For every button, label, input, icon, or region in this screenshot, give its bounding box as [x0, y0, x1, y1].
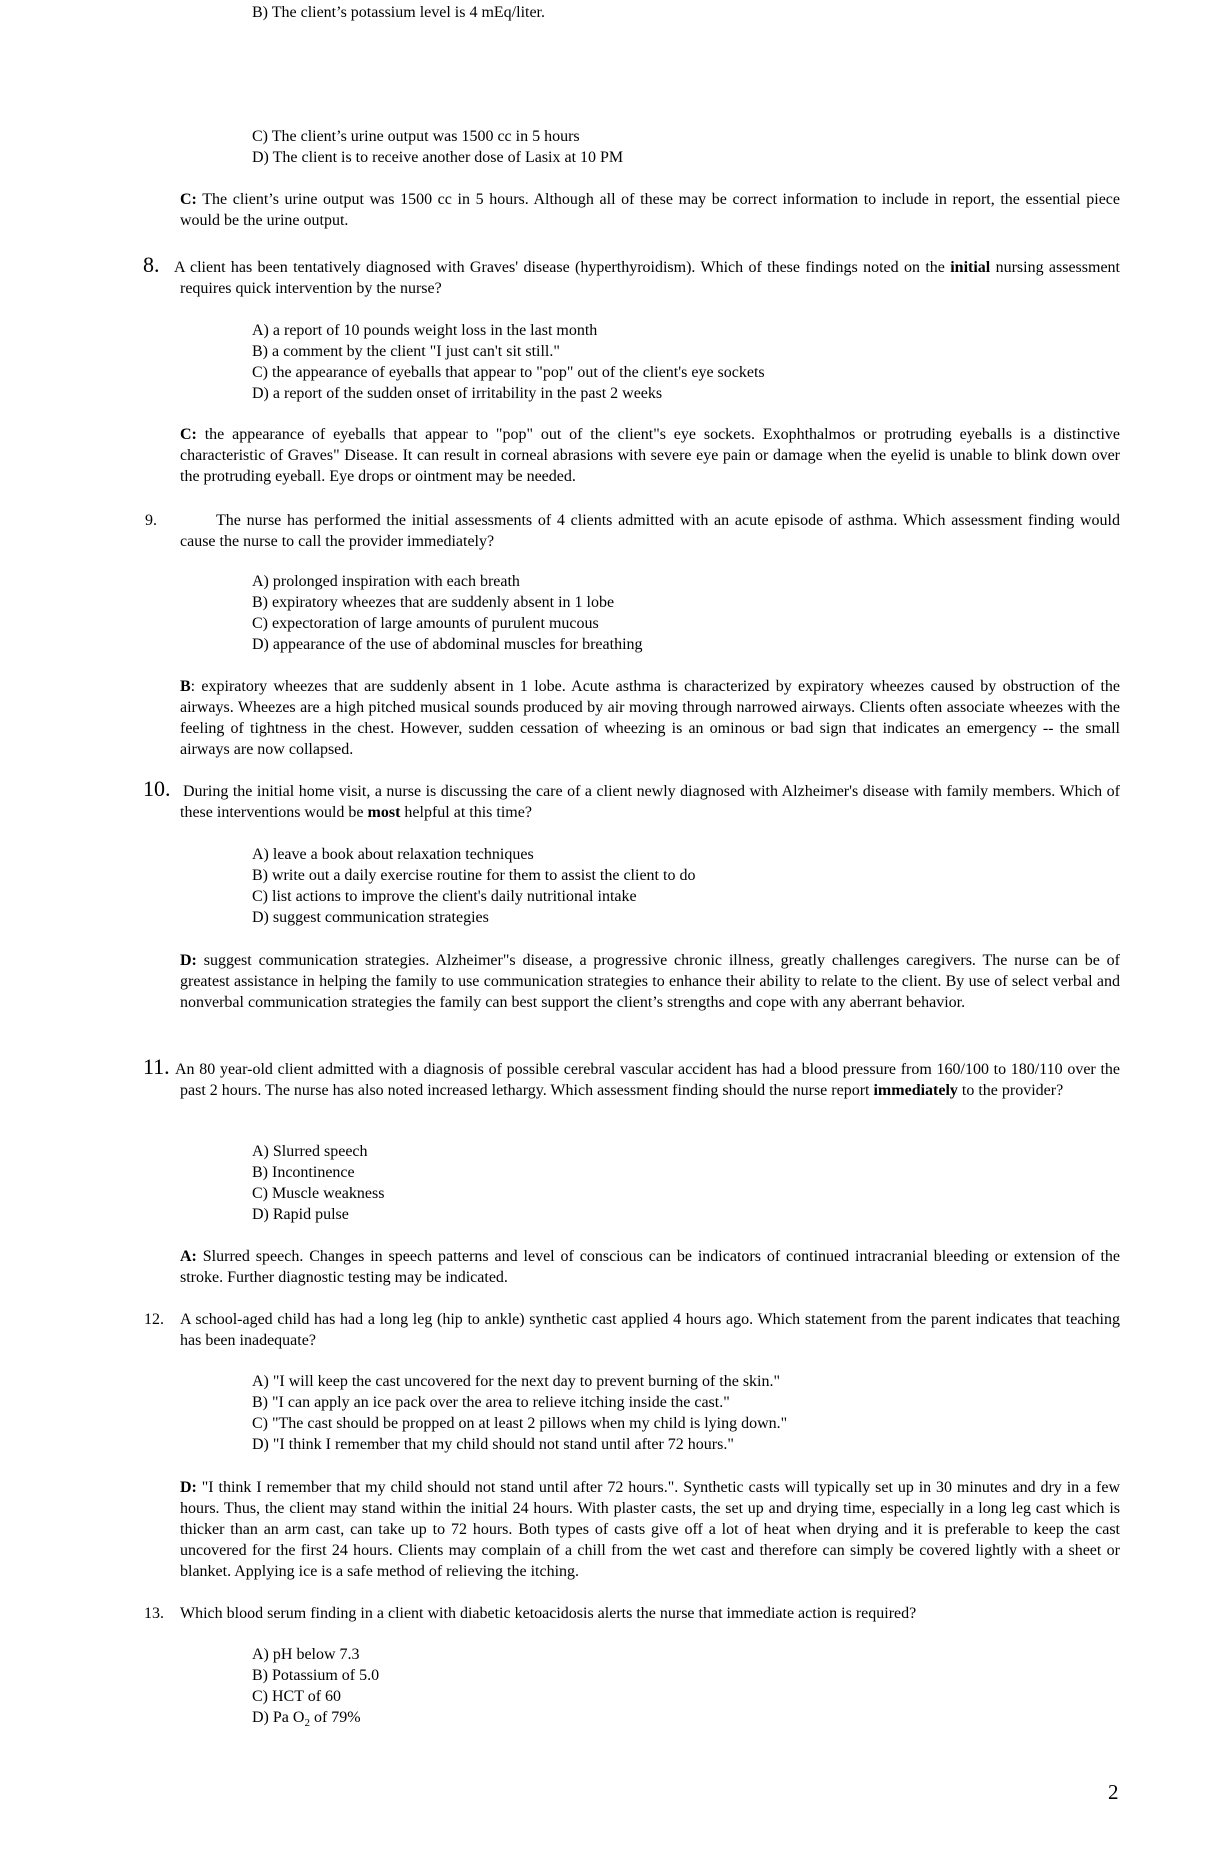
q7-option-c: C) The client’s urine output was 1500 cc in 5 hours	[252, 128, 580, 145]
q13-option-c: C) HCT of 60	[252, 1688, 342, 1705]
q10-answer-text: suggest communication strategies. Alzheimer"s disease, a progressive chronic illness, greatly challenges caregivers. The nurse can be of greatest assistance in helping the family to use communication strategies to enhance their ability to relate to the client. By use of select verbal and nonverbal communication strategies the family can best support the client’s strengths and cope with any aberrant behavior.	[180, 952, 1120, 1011]
q10-number: 10.	[143, 776, 171, 801]
q13-number: 13.	[144, 1605, 164, 1622]
q12-option-a: A) "I will keep the cast uncovered for the next day to prevent burning of the skin."	[252, 1373, 781, 1390]
q12-option-d: D) "I think I remember that my child should not stand until after 72 hours."	[252, 1436, 734, 1453]
q10-option-b: B) write out a daily exercise routine for them to assist the client to do	[252, 867, 696, 884]
q7-option-d: D) The client is to receive another dose of Lasix at 10 PM	[252, 149, 624, 166]
q11-stem-a: An 80 year-old client admitted with a diagnosis of possible cerebral vascular accident has had a blood pressure from 160/100 to 180/110 over the past 2 hours. The nurse has also noted increased lethargy. Which assessment finding should the nurse report	[175, 1061, 1120, 1099]
q7-answer-key: C:	[180, 191, 197, 208]
q13-option-d-subscript: 2	[304, 1717, 310, 1730]
q10-answer	[180, 950, 1120, 1013]
q8-number: 8.	[143, 252, 160, 277]
q8-stem-a: A client has been tentatively diagnosed with Graves' disease (hyperthyroidism). Which of these findings noted on the	[174, 259, 951, 276]
q11-stem-bold: immediately	[873, 1082, 958, 1099]
q12-option-c: C) "The cast should be propped on at least 2 pillows when my child is lying down."	[252, 1415, 788, 1432]
q9-answer	[180, 676, 1120, 760]
q11-option-c: C) Muscle weakness	[252, 1185, 385, 1202]
q8-answer	[180, 424, 1120, 487]
q13-option-d	[252, 1707, 361, 1734]
q10-option-c: C) list actions to improve the client's daily nutritional intake	[252, 888, 637, 905]
q8-stem	[174, 257, 1121, 299]
q8-option-d: D) a report of the sudden onset of irritability in the past 2 weeks	[252, 385, 663, 402]
q11-stem-b: to the provider?	[957, 1082, 1064, 1099]
q12-answer-key: D:	[180, 1479, 197, 1496]
q11-answer-key: A:	[180, 1248, 197, 1265]
q9-stem: The nurse has performed the initial assessments of 4 clients admitted with an acute episode of asthma. Which assessment finding would cause the nurse to call the provider immediately?	[180, 512, 1120, 550]
q11-option-b: B) Incontinence	[252, 1164, 355, 1181]
q11-answer	[180, 1246, 1120, 1288]
q8-stem-bold: initial	[950, 259, 991, 276]
q7-answer-text: The client’s urine output was 1500 cc in 5 hours. Although all of these may be correct information to include in report, the essential piece would be the urine output.	[180, 191, 1120, 229]
q12-number: 12.	[144, 1311, 164, 1328]
q8-option-b: B) a comment by the client "I just can't sit still."	[252, 343, 560, 360]
q10-answer-key: D:	[180, 952, 197, 969]
q12-answer	[180, 1477, 1120, 1582]
q13-option-d-tail: of 79%	[309, 1709, 361, 1726]
q8-answer-key: C:	[180, 426, 197, 443]
q9-answer-text: : expiratory wheezes that are suddenly absent in 1 lobe. Acute asthma is characterized by expiratory wheezes caused by obstruction of the airways. Wheezes are a high pitched musical sounds produced by air moving through narrowed airways. Clients often associate wheezes with the feeling of tightness in the chest. However, sudden cessation of wheezing is an ominous or bad sign that indicates an emergency -- the small airways are now collapsed.	[180, 678, 1120, 758]
q9-option-a: A) prolonged inspiration with each breath	[252, 573, 520, 590]
q10-option-a: A) leave a book about relaxation techniques	[252, 846, 534, 863]
q13-option-b: B) Potassium of 5.0	[252, 1667, 380, 1684]
q11-answer-text: Slurred speech. Changes in speech patterns and level of conscious can be indicators of continued intracranial bleeding or extension of the stroke. Further diagnostic testing may be indicated.	[180, 1248, 1120, 1286]
q7-answer	[180, 189, 1120, 231]
page-number: 2	[1108, 1780, 1119, 1804]
q8-option-c: C) the appearance of eyeballs that appear to "pop" out of the client's eye sockets	[252, 364, 765, 381]
q13-stem: Which blood serum finding in a client with diabetic ketoacidosis alerts the nurse that immediate action is required?	[180, 1605, 917, 1622]
q10-stem-b: helpful at this time?	[400, 804, 532, 821]
q9-option-b: B) expiratory wheezes that are suddenly absent in 1 lobe	[252, 594, 615, 611]
q11-number: 11.	[143, 1054, 170, 1079]
q13-option-d-head: D) Pa O	[252, 1709, 305, 1726]
q9-number: 9.	[145, 512, 157, 529]
q7-option-b: B) The client’s potassium level is 4 mEq/liter.	[252, 4, 545, 21]
q12-answer-text: "I think I remember that my child should not stand until after 72 hours.". Synthetic casts will typically set up in 30 minutes and dry in a few hours. Thus, the client may stand within the initial 24 hours. With plaster casts, the set up and drying time, especially in a long leg cast which is thicker than an arm cast, can take up to 72 hours. Both types of casts give off a lot of heat when drying and it is preferable to keep the cast uncovered for the first 24 hours. Clients may complain of a chill from the wet cast and therefore can simply be covered lightly with a sheet or blanket. Applying ice is a safe method of relieving the itching.	[180, 1479, 1120, 1580]
q10-option-d: D) suggest communication strategies	[252, 909, 489, 926]
q8-answer-text: the appearance of eyeballs that appear to "pop" out of the client"s eye sockets. Exophthalmos or protruding eyeballs is a distinctive characteristic of Graves" Disease. It can result in corneal abrasions with severe eye pain or damage when the eyelid is unable to blink down over the protruding eyeball. Eye drops or ointment may be needed.	[180, 426, 1120, 485]
q12-option-b: B) "I can apply an ice pack over the area to relieve itching inside the cast."	[252, 1394, 730, 1411]
q11-option-d: D) Rapid pulse	[252, 1206, 349, 1223]
q12-stem: A school-aged child has had a long leg (hip to ankle) synthetic cast applied 4 hours ago. Which statement from the parent indicates that teaching has been inadequate?	[180, 1311, 1120, 1349]
q10-stem	[180, 781, 1120, 823]
q9-option-d: D) appearance of the use of abdominal muscles for breathing	[252, 636, 643, 653]
q10-stem-a: During the initial home visit, a nurse is discussing the care of a client newly diagnosed with Alzheimer's disease with family members. Which of these interventions would be	[180, 783, 1120, 821]
q11-option-a: A) Slurred speech	[252, 1143, 368, 1160]
q9-option-c: C) expectoration of large amounts of purulent mucous	[252, 615, 599, 632]
q9-answer-key: B	[180, 678, 191, 695]
q13-option-a: A) pH below 7.3	[252, 1646, 360, 1663]
q10-stem-bold: most	[367, 804, 401, 821]
q8-option-a: A) a report of 10 pounds weight loss in the last month	[252, 322, 598, 339]
q8-stem-b: nursing assessment requires quick intervention by the nurse?	[180, 259, 1121, 297]
q11-stem	[175, 1059, 1120, 1101]
